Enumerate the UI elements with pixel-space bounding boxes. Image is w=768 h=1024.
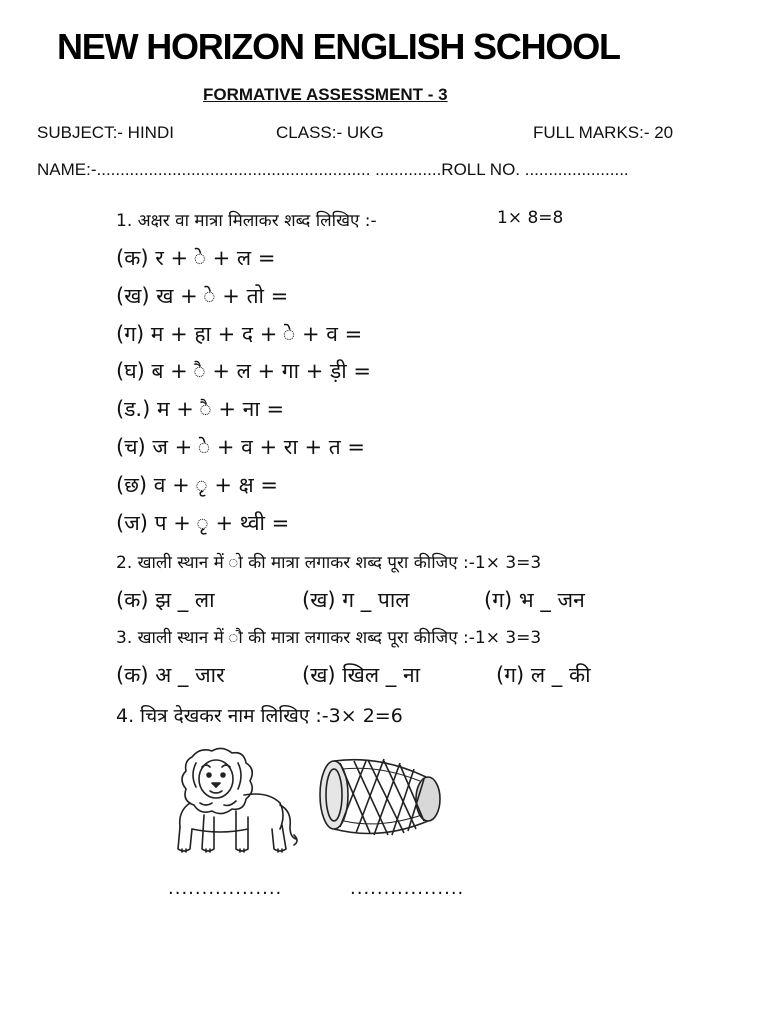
question-2-title: 2. खाली स्थान में ो की मात्रा लगाकर शब्द पूरा कीजिए :-1× 3=3 — [116, 553, 542, 573]
q1-item: (घ) ब + ै + ल + गा + ड़ी = — [116, 359, 371, 383]
q2-item: (ग) भ _ जन — [484, 588, 585, 612]
q1-item: (छ) व + ृ + क्ष = — [116, 473, 278, 497]
q3-items-row — [116, 661, 716, 691]
question-1-marks: 1× 8=8 — [497, 208, 564, 228]
q1-item: (ज) प + ृ + थ्वी = — [116, 511, 290, 535]
q1-item: (ख) ख + े + तो = — [116, 284, 289, 308]
answer-blank: ................. — [350, 878, 465, 899]
q1-item: (ग) म + हा + द + े + व = — [116, 322, 363, 346]
q3-item: (ग) ल _ की — [496, 663, 591, 687]
full-marks-label: FULL MARKS:- 20 — [533, 123, 674, 142]
lion-picture — [140, 745, 300, 857]
q1-item: (च) ज + े + व + रा + त = — [116, 435, 365, 459]
q1-item: (क) र + े + ल = — [116, 246, 276, 270]
dholak-picture — [310, 755, 450, 851]
answer-blank: ................. — [168, 878, 283, 899]
q2-item: (ख) ग _ पाल — [302, 588, 410, 612]
q3-item: (ख) खिल _ ना — [302, 663, 421, 687]
q3-item: (क) अ _ जार — [116, 663, 225, 687]
question-3-title: 3. खाली स्थान में ौ की मात्रा लगाकर शब्द पूरा कीजिए :-1× 3=3 — [116, 628, 542, 648]
q2-item: (क) झ _ ला — [116, 588, 215, 612]
name-rollno-line: NAME:-.......................................................... ..............ROLL NO. ...................... — [37, 160, 629, 179]
q1-item: (ड.) म + ै + ना = — [116, 397, 285, 421]
assessment-title: FORMATIVE ASSESSMENT - 3 — [203, 85, 448, 104]
class-label: CLASS:- UKG — [276, 123, 384, 142]
question-4-title: 4. चित्र देखकर नाम लिखिए :-3× 2=6 — [116, 705, 403, 727]
subject-label: SUBJECT:- HINDI — [37, 123, 174, 142]
question-1-title: 1. अक्षर वा मात्रा मिलाकर शब्द लिखिए :- — [116, 211, 377, 231]
q2-items-row — [116, 586, 716, 616]
school-name: NEW HORIZON ENGLISH SCHOOL — [57, 26, 620, 67]
